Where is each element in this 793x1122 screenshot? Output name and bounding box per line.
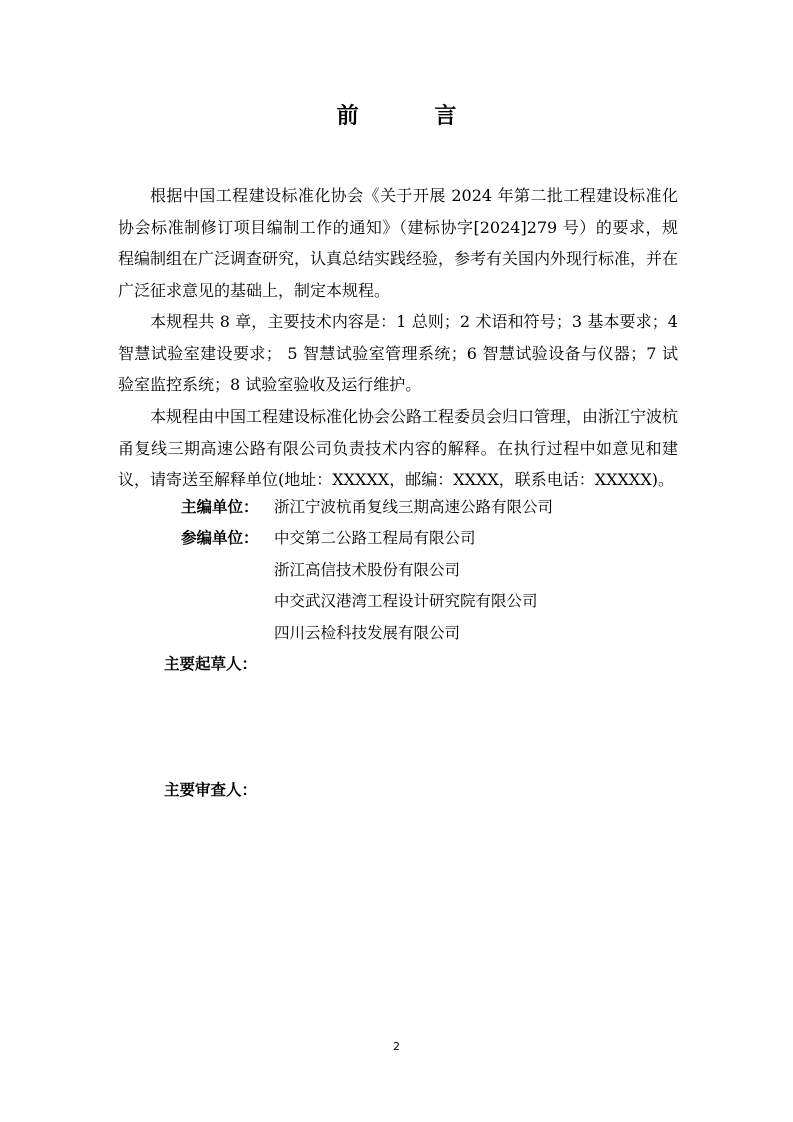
participant-unit: 中交武汉港湾工程设计研究院有限公司 <box>274 592 538 610</box>
foreword-paragraph-2: 本规程共 8 章，主要技术内容是：1 总则；2 术语和符号；3 基本要求；4 智慧试验室建设要求； 5 智慧试验室管理系统；6 智慧试验设备与仪器；7 试验室监控系统；8 试验室验收及运行维护。 <box>118 312 678 394</box>
participant-unit: 浙江高信技术股份有限公司 <box>274 561 461 579</box>
page-number: 2 <box>393 1040 400 1053</box>
foreword-paragraph-1: 根据中国工程建设标准化协会《关于开展 2024 年第二批工程建设标准化协会标准制修订项目编制工作的通知》（建标协字[2024]279 号）的要求，规程编制组在广泛调查研究，认真总结实践经验，参考有关国内外现行标准，并在广泛征求意见的基础上，制定本规程。 <box>118 186 679 300</box>
participant-unit: 中交第二公路工程局有限公司 <box>274 529 476 547</box>
chief-editor-unit: 浙江宁波杭甬复线三期高速公路有限公司 <box>274 498 554 516</box>
drafters-label: 主要起草人： <box>164 655 258 673</box>
reviewers-label: 主要审查人： <box>164 781 258 799</box>
foreword-paragraph-3: 本规程由中国工程建设标准化协会公路工程委员会归口管理，由浙江宁波杭甬复线三期高速公路有限公司负责技术内容的解释。在执行过程中如意见和建议，请寄送至解释单位(地址：XXXXX，邮编：XXXX，联系电话：XXXXX)。 <box>118 407 679 489</box>
chief-editor-label: 主编单位： <box>181 498 259 516</box>
participant-unit: 四川云检科技发展有限公司 <box>274 624 461 642</box>
page-title: 前 言 <box>336 104 491 129</box>
participants-label: 参编单位： <box>181 529 259 547</box>
